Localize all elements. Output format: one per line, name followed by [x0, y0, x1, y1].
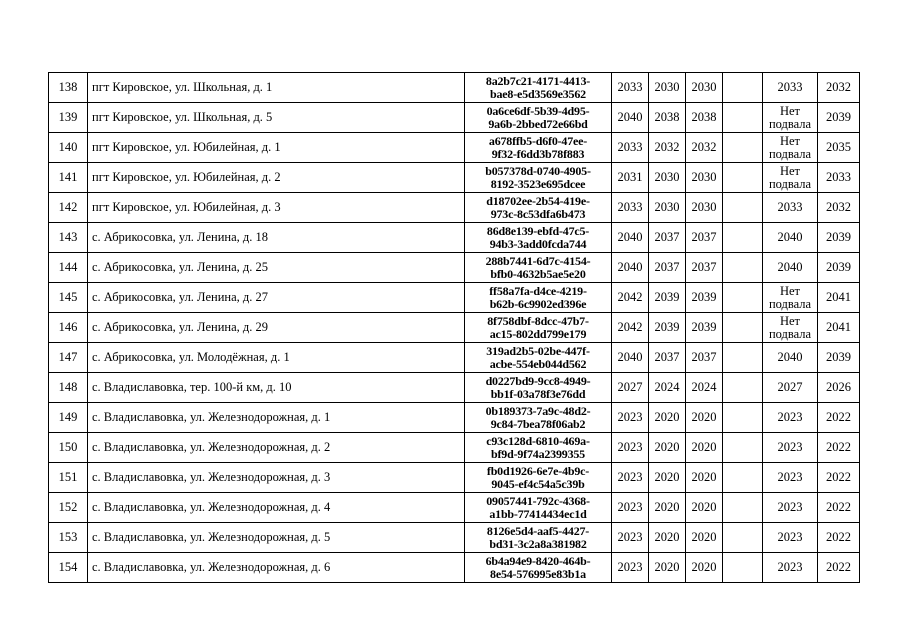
guid-cell [465, 253, 612, 283]
year-cell-3: 2037 [686, 223, 723, 253]
row-number-cell: 150 [49, 433, 88, 463]
row-number-cell: 139 [49, 103, 88, 133]
year-cell-1: 2031 [612, 163, 649, 193]
year-cell-4 [723, 313, 763, 343]
guid-line-2: bfb0-4632b5ae5e20 [490, 266, 586, 281]
year-cell-5: 2022 [818, 553, 860, 583]
basement-cell: 2027 [763, 373, 818, 403]
address-cell: с. Владиславовка, ул. Железнодорожная, д. 6 [88, 553, 465, 583]
table-row [49, 253, 860, 283]
row-number-cell: 149 [49, 403, 88, 433]
guid-cell [465, 553, 612, 583]
guid-line-2: ac15-802dd799e179 [489, 326, 587, 341]
guid-line-1: d18702ee-2b54-419e- [486, 193, 590, 208]
guid-line-2: acbe-554eb044d562 [489, 356, 587, 371]
guid-cell [465, 463, 612, 493]
address-cell: с. Владиславовка, тер. 100-й км, д. 10 [88, 373, 465, 403]
basement-cell: 2023 [763, 403, 818, 433]
year-cell-3: 2020 [686, 433, 723, 463]
document-table [48, 72, 860, 583]
year-cell-1: 2027 [612, 373, 649, 403]
guid-line-2: 9045-ef4c54a5c39b [491, 476, 585, 491]
address-cell: с. Владиславовка, ул. Железнодорожная, д. 3 [88, 463, 465, 493]
address-cell: с. Владиславовка, ул. Железнодорожная, д. 1 [88, 403, 465, 433]
year-cell-3: 2024 [686, 373, 723, 403]
year-cell-5: 2032 [818, 193, 860, 223]
row-number-cell: 143 [49, 223, 88, 253]
year-cell-4 [723, 343, 763, 373]
year-cell-5: 2022 [818, 433, 860, 463]
year-cell-5: 2026 [818, 373, 860, 403]
table-row [49, 493, 860, 523]
year-cell-1: 2023 [612, 493, 649, 523]
year-cell-4 [723, 463, 763, 493]
year-cell-3: 2020 [686, 463, 723, 493]
year-cell-2: 2032 [649, 133, 686, 163]
basement-cell: Нет подвала [763, 103, 818, 133]
year-cell-2: 2039 [649, 283, 686, 313]
guid-line-1: 288b7441-6d7c-4154- [485, 253, 591, 268]
year-cell-1: 2042 [612, 313, 649, 343]
year-cell-1: 2042 [612, 283, 649, 313]
guid-line-1: 8126e5d4-aaf5-4427- [486, 523, 590, 538]
guid-cell [465, 193, 612, 223]
basement-cell: 2023 [763, 553, 818, 583]
address-cell: пгт Кировское, ул. Школьная, д. 5 [88, 103, 465, 133]
year-cell-1: 2023 [612, 553, 649, 583]
basement-cell: 2033 [763, 193, 818, 223]
guid-line-1: 6b4a94e9-8420-464b- [485, 553, 591, 568]
year-cell-5: 2033 [818, 163, 860, 193]
guid-line-2: bae8-e5d3569e3562 [490, 86, 586, 101]
guid-cell [465, 343, 612, 373]
year-cell-1: 2040 [612, 343, 649, 373]
guid-cell [465, 73, 612, 103]
table-row [49, 463, 860, 493]
year-cell-4 [723, 373, 763, 403]
table-row [49, 523, 860, 553]
row-number-cell: 142 [49, 193, 88, 223]
year-cell-2: 2020 [649, 403, 686, 433]
basement-cell: Нет подвала [763, 163, 818, 193]
guid-line-2: 8192-3523e695dcee [490, 176, 586, 191]
year-cell-5: 2022 [818, 463, 860, 493]
year-cell-3: 2032 [686, 133, 723, 163]
row-number-cell: 147 [49, 343, 88, 373]
guid-cell [465, 313, 612, 343]
year-cell-5: 2035 [818, 133, 860, 163]
year-cell-3: 2020 [686, 493, 723, 523]
year-cell-1: 2023 [612, 523, 649, 553]
guid-cell [465, 133, 612, 163]
table-row [49, 223, 860, 253]
year-cell-5: 2022 [818, 403, 860, 433]
year-cell-3: 2020 [686, 523, 723, 553]
year-cell-1: 2033 [612, 133, 649, 163]
table-row [49, 403, 860, 433]
year-cell-1: 2040 [612, 253, 649, 283]
year-cell-1: 2023 [612, 433, 649, 463]
guid-line-1: 8f758dbf-8dcc-47b7- [487, 313, 589, 328]
guid-line-2: 9a6b-2bbed72e66bd [488, 116, 588, 131]
guid-line-1: d0227bd9-9cc8-4949- [485, 373, 591, 388]
address-cell: пгт Кировское, ул. Школьная, д. 1 [88, 73, 465, 103]
basement-cell: 2040 [763, 223, 818, 253]
guid-line-1: 0a6ce6df-5b39-4d95- [486, 103, 590, 118]
guid-line-1: 319ad2b5-02be-447f- [486, 343, 590, 358]
year-cell-4 [723, 193, 763, 223]
table-row [49, 193, 860, 223]
year-cell-5: 2032 [818, 73, 860, 103]
year-cell-4 [723, 103, 763, 133]
year-cell-4 [723, 283, 763, 313]
row-number-cell: 138 [49, 73, 88, 103]
guid-line-1: a678ffb5-d6f0-47ee- [488, 133, 588, 148]
row-number-cell: 153 [49, 523, 88, 553]
year-cell-1: 2033 [612, 73, 649, 103]
basement-cell: 2023 [763, 433, 818, 463]
year-cell-2: 2030 [649, 163, 686, 193]
year-cell-4 [723, 73, 763, 103]
row-number-cell: 154 [49, 553, 88, 583]
guid-cell [465, 493, 612, 523]
address-cell: с. Владиславовка, ул. Железнодорожная, д. 2 [88, 433, 465, 463]
table-row [49, 73, 860, 103]
basement-cell: 2040 [763, 253, 818, 283]
table-body [49, 73, 860, 583]
table-row [49, 343, 860, 373]
guid-line-2: a1bb-77414434ec1d [489, 506, 587, 521]
row-number-cell: 144 [49, 253, 88, 283]
guid-line-1: fb0d1926-6e7e-4b9c- [486, 463, 590, 478]
year-cell-3: 2030 [686, 193, 723, 223]
guid-cell [465, 373, 612, 403]
year-cell-5: 2041 [818, 313, 860, 343]
guid-cell [465, 223, 612, 253]
year-cell-4 [723, 433, 763, 463]
table-row [49, 313, 860, 343]
guid-cell [465, 523, 612, 553]
year-cell-4 [723, 523, 763, 553]
year-cell-2: 2020 [649, 523, 686, 553]
guid-line-1: b057378d-0740-4905- [485, 163, 591, 178]
basement-cell: 2023 [763, 493, 818, 523]
basement-cell: Нет подвала [763, 313, 818, 343]
address-cell: с. Абрикосовка, ул. Молодёжная, д. 1 [88, 343, 465, 373]
year-cell-2: 2020 [649, 463, 686, 493]
year-cell-4 [723, 133, 763, 163]
basement-cell: 2040 [763, 343, 818, 373]
guid-line-2: 9f32-f6dd3b78f883 [491, 146, 585, 161]
address-cell: пгт Кировское, ул. Юбилейная, д. 3 [88, 193, 465, 223]
basement-cell: 2033 [763, 73, 818, 103]
basement-cell: Нет подвала [763, 133, 818, 163]
address-cell: с. Абрикосовка, ул. Ленина, д. 29 [88, 313, 465, 343]
address-cell: пгт Кировское, ул. Юбилейная, д. 1 [88, 133, 465, 163]
guid-cell [465, 163, 612, 193]
guid-line-1: c93c128d-6810-469a- [486, 433, 590, 448]
guid-cell [465, 103, 612, 133]
year-cell-4 [723, 253, 763, 283]
guid-line-1: ff58a7fa-d4ce-4219- [489, 283, 587, 298]
year-cell-4 [723, 553, 763, 583]
guid-cell [465, 433, 612, 463]
address-cell: с. Абрикосовка, ул. Ленина, д. 27 [88, 283, 465, 313]
year-cell-2: 2020 [649, 553, 686, 583]
basement-cell: Нет подвала [763, 283, 818, 313]
year-cell-1: 2040 [612, 103, 649, 133]
year-cell-3: 2038 [686, 103, 723, 133]
address-cell: пгт Кировское, ул. Юбилейная, д. 2 [88, 163, 465, 193]
row-number-cell: 145 [49, 283, 88, 313]
address-cell: с. Абрикосовка, ул. Ленина, д. 18 [88, 223, 465, 253]
guid-line-2: 8e54-576995e83b1a [490, 566, 586, 581]
year-cell-3: 2037 [686, 343, 723, 373]
guid-cell [465, 403, 612, 433]
year-cell-5: 2022 [818, 493, 860, 523]
address-cell: с. Владиславовка, ул. Железнодорожная, д. 5 [88, 523, 465, 553]
guid-line-2: 973c-8c53dfa6b473 [490, 206, 586, 221]
year-cell-2: 2030 [649, 193, 686, 223]
guid-line-2: bb1f-03a78f3e76dd [490, 386, 586, 401]
row-number-cell: 151 [49, 463, 88, 493]
row-number-cell: 152 [49, 493, 88, 523]
basement-cell: 2023 [763, 523, 818, 553]
guid-line-2: 9c84-7bea78f06ab2 [490, 416, 586, 431]
table-row [49, 133, 860, 163]
year-cell-3: 2037 [686, 253, 723, 283]
table-row [49, 103, 860, 133]
year-cell-2: 2024 [649, 373, 686, 403]
row-number-cell: 146 [49, 313, 88, 343]
guid-line-1: 09057441-792c-4368- [486, 493, 590, 508]
year-cell-3: 2039 [686, 283, 723, 313]
guid-line-2: 94b3-3add0fcda744 [489, 236, 587, 251]
year-cell-1: 2023 [612, 403, 649, 433]
guid-line-2: b62b-6c9902ed396e [489, 296, 587, 311]
year-cell-5: 2022 [818, 523, 860, 553]
table-row [49, 433, 860, 463]
year-cell-5: 2039 [818, 223, 860, 253]
guid-line-1: 8a2b7c21-4171-4413- [485, 73, 591, 88]
address-cell: с. Владиславовка, ул. Железнодорожная, д. 4 [88, 493, 465, 523]
year-cell-5: 2041 [818, 283, 860, 313]
guid-line-2: bf9d-9f74a2399355 [491, 446, 585, 461]
year-cell-4 [723, 493, 763, 523]
year-cell-5: 2039 [818, 343, 860, 373]
guid-cell [465, 283, 612, 313]
address-cell: с. Абрикосовка, ул. Ленина, д. 25 [88, 253, 465, 283]
year-cell-2: 2039 [649, 313, 686, 343]
row-number-cell: 141 [49, 163, 88, 193]
year-cell-1: 2040 [612, 223, 649, 253]
year-cell-2: 2030 [649, 73, 686, 103]
guid-line-1: 0b189373-7a9c-48d2- [485, 403, 591, 418]
year-cell-3: 2020 [686, 553, 723, 583]
guid-line-2: bd31-3c2a8a381982 [489, 536, 587, 551]
year-cell-3: 2030 [686, 73, 723, 103]
table-row [49, 163, 860, 193]
year-cell-4 [723, 403, 763, 433]
year-cell-2: 2037 [649, 343, 686, 373]
year-cell-4 [723, 223, 763, 253]
year-cell-2: 2020 [649, 433, 686, 463]
year-cell-2: 2020 [649, 493, 686, 523]
row-number-cell: 148 [49, 373, 88, 403]
year-cell-1: 2023 [612, 463, 649, 493]
table-row [49, 283, 860, 313]
year-cell-2: 2038 [649, 103, 686, 133]
year-cell-5: 2039 [818, 103, 860, 133]
basement-cell: 2023 [763, 463, 818, 493]
year-cell-5: 2039 [818, 253, 860, 283]
year-cell-4 [723, 163, 763, 193]
year-cell-3: 2039 [686, 313, 723, 343]
table-row [49, 553, 860, 583]
year-cell-1: 2033 [612, 193, 649, 223]
year-cell-2: 2037 [649, 223, 686, 253]
year-cell-3: 2020 [686, 403, 723, 433]
guid-line-1: 86d8e139-ebfd-47c5- [486, 223, 590, 238]
table-row [49, 373, 860, 403]
year-cell-3: 2030 [686, 163, 723, 193]
year-cell-2: 2037 [649, 253, 686, 283]
row-number-cell: 140 [49, 133, 88, 163]
